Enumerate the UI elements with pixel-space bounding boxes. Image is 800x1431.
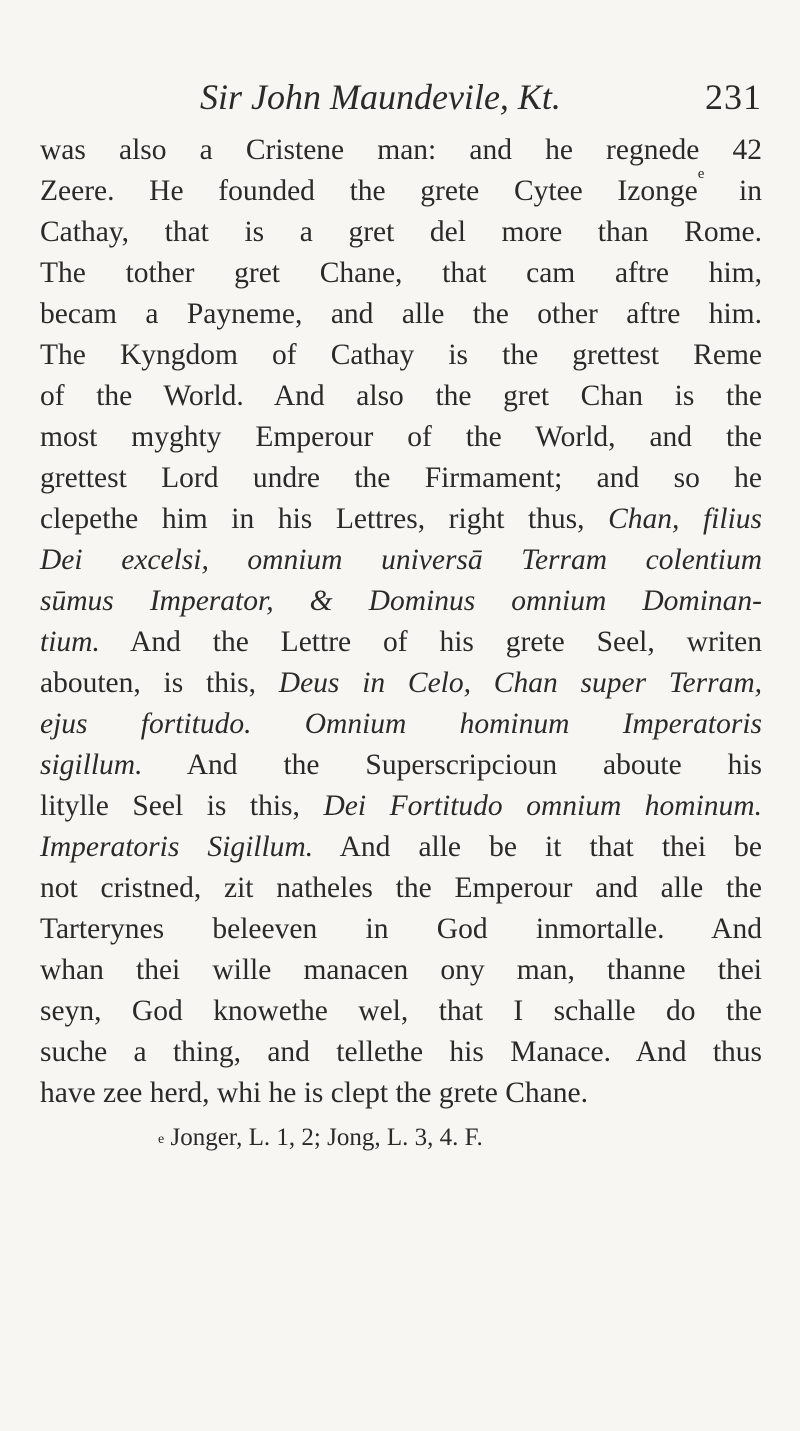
text-line xyxy=(40,622,762,663)
text-run: of the World. And also the gret Chan is the xyxy=(40,380,762,412)
text-run: suche a thing, and tellethe his Manace. And thus xyxy=(40,1036,762,1068)
text-line xyxy=(40,294,762,335)
latin-phrase: Imperatoris Sigillum. xyxy=(40,831,314,863)
footnote-reference: e xyxy=(697,166,705,182)
text-run: And alle be it that thei be xyxy=(313,831,762,863)
text-run: The Kyngdom of Cathay is the grettest Reme xyxy=(40,339,762,371)
text-run: Zeere. He founded the grete Cytee Izonge xyxy=(40,175,698,207)
text-run: The tother gret Chane, that cam aftre him, xyxy=(40,257,762,289)
text-run: in xyxy=(704,175,762,207)
text-line xyxy=(40,166,762,212)
text-run: And the Superscripcioun aboute his xyxy=(142,749,762,781)
text-line xyxy=(40,540,762,581)
text-line xyxy=(40,1073,762,1114)
text-line xyxy=(40,704,762,745)
text-run: Cathay, that is a gret del more than Rome. xyxy=(40,216,762,248)
text-line xyxy=(40,1032,762,1073)
text-line xyxy=(40,950,762,991)
latin-phrase: Chan, filius xyxy=(608,503,762,535)
text-run: clepethe him in his Lettres, right thus, xyxy=(40,503,609,535)
latin-phrase: sūmus Imperator, & Dominus omnium Dominan- xyxy=(40,585,762,617)
text-line xyxy=(40,745,762,786)
text-line xyxy=(40,581,762,622)
book-page xyxy=(40,70,762,1156)
text-line xyxy=(40,212,762,253)
text-line xyxy=(40,868,762,909)
text-run: becam a Payneme, and alle the other aftre him. xyxy=(40,298,762,330)
text-line xyxy=(40,376,762,417)
text-run: abouten, is this, xyxy=(40,667,279,699)
text-line xyxy=(40,335,762,376)
text-line xyxy=(40,130,762,171)
text-run: most myghty Emperour of the World, and the xyxy=(40,421,762,453)
footnote-text: Jonger, L. 1, 2; Jong, L. 3, 4. F. xyxy=(164,1124,483,1151)
text-run: was also a Cristene man: and he regnede 42 xyxy=(40,134,762,166)
latin-phrase: Dei excelsi, omnium universā Terram colentium xyxy=(40,544,762,576)
text-line xyxy=(40,991,762,1032)
running-title: Sir John Maundevile, Kt. xyxy=(200,77,561,117)
body-text xyxy=(40,130,762,1114)
footnote xyxy=(40,1120,762,1156)
text-run: have zee herd, whi he is clept the grete Chane. xyxy=(40,1077,588,1109)
text-line xyxy=(40,458,762,499)
text-run: not cristned, zit natheles the Emperour and alle the xyxy=(40,872,762,904)
text-line xyxy=(40,499,762,540)
text-line xyxy=(40,417,762,458)
text-run: And the Lettre of his grete Seel, writen xyxy=(99,626,762,658)
latin-phrase: Dei Fortitudo omnium hominum. xyxy=(323,790,762,822)
text-run: Tarterynes beleeven in God inmortalle. And xyxy=(40,913,762,945)
text-run: grettest Lord undre the Firmament; and so he xyxy=(40,462,762,494)
text-run: seyn, God knowethe wel, that I schalle do the xyxy=(40,995,762,1027)
latin-phrase: ejus fortitudo. Omnium hominum Imperatoris xyxy=(40,708,762,740)
text-line xyxy=(40,786,762,827)
text-run: litylle Seel is this, xyxy=(40,790,324,822)
text-run: whan thei wille manacen ony man, thanne thei xyxy=(40,954,762,986)
latin-phrase: Deus in Celo, Chan super Terram, xyxy=(278,667,763,699)
text-line xyxy=(40,663,762,704)
text-line xyxy=(40,253,762,294)
latin-phrase: sigillum. xyxy=(40,749,143,781)
text-line xyxy=(40,909,762,950)
text-line xyxy=(40,827,762,868)
page-number: 231 xyxy=(705,77,762,117)
footnote-marker: e xyxy=(158,1132,165,1147)
latin-phrase: tium. xyxy=(40,626,100,658)
running-head xyxy=(40,70,762,124)
